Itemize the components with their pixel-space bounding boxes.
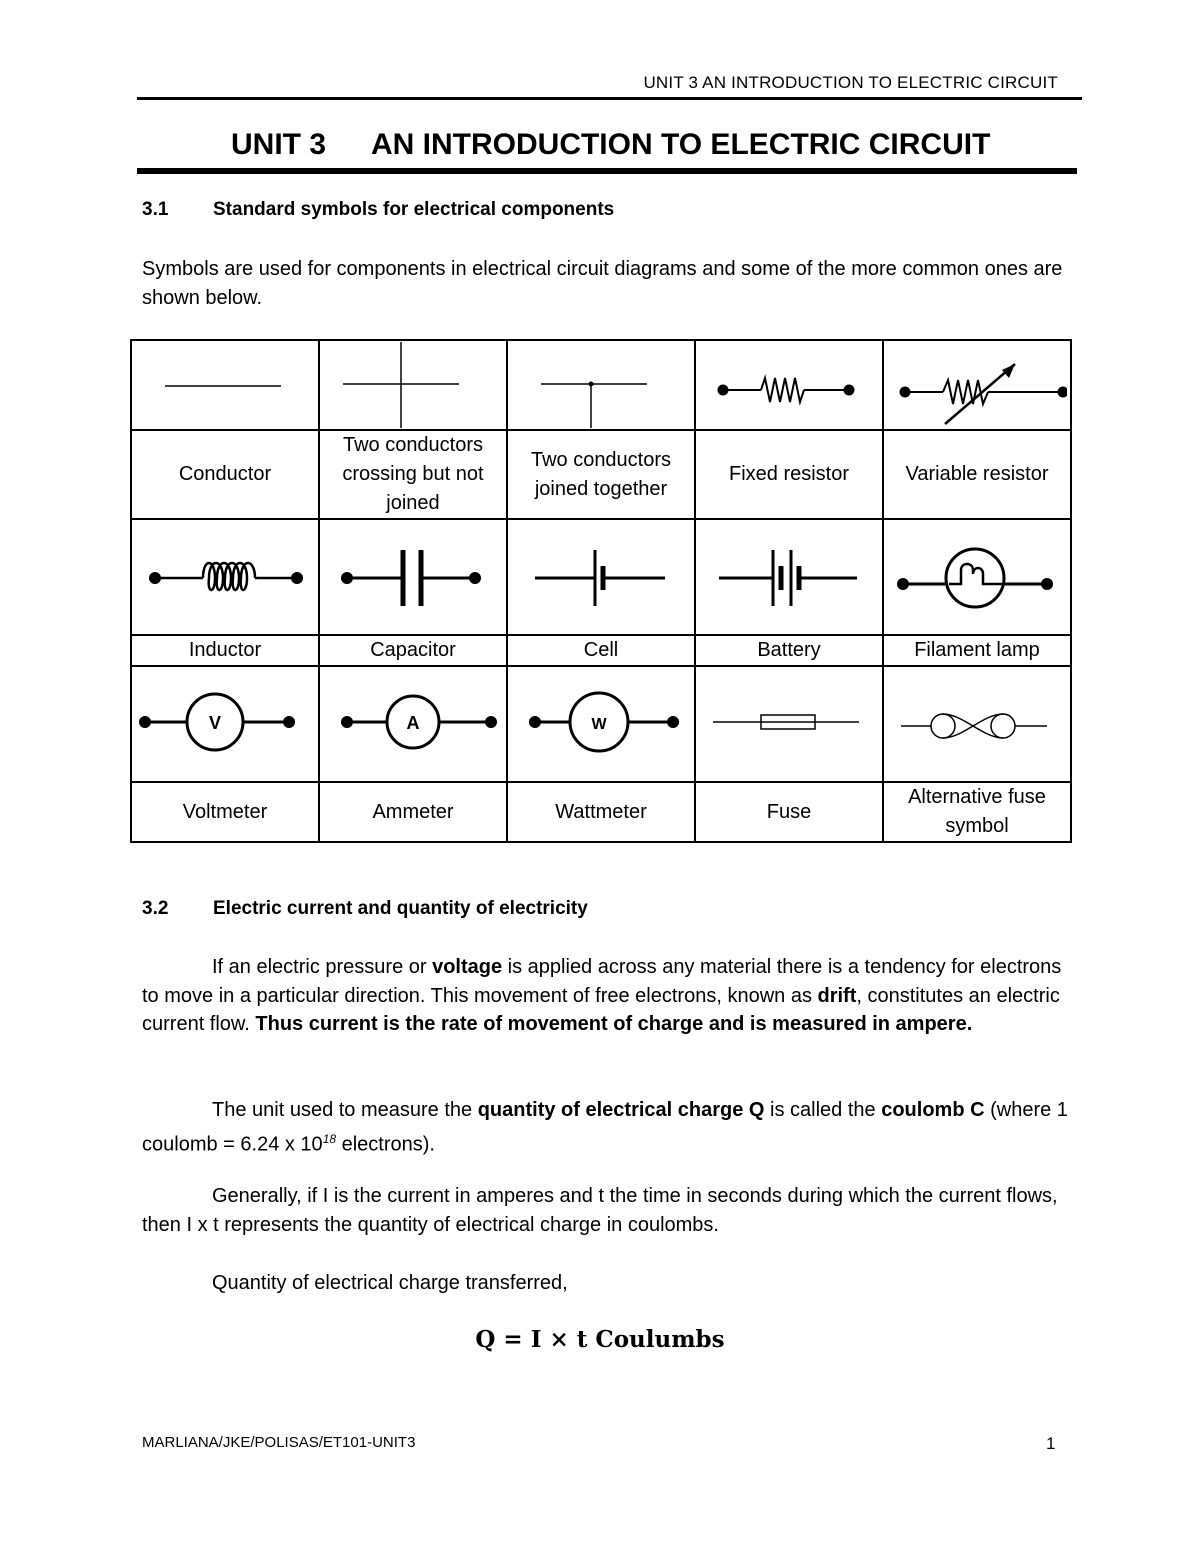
table-row <box>131 782 1071 842</box>
drift-term: drift <box>817 984 857 1007</box>
wattmeter-letter: W <box>591 716 607 733</box>
crossing-conductors-symbol <box>319 340 507 430</box>
variable-resistor-label: Variable resistor <box>883 430 1071 519</box>
title-rule <box>137 168 1077 174</box>
section-heading-3-1 <box>142 199 614 221</box>
alternative-fuse-label: Alternative fuse symbol <box>883 782 1071 842</box>
current-definition: Thus current is the rate of movement of charge and is measured in ampere. <box>255 1013 973 1035</box>
wattmeter-symbol <box>507 666 695 782</box>
page-title <box>231 128 990 162</box>
charge-term: quantity of electrical charge Q <box>477 1099 765 1121</box>
cell-label: Cell <box>507 635 695 666</box>
paragraph-current: If an electric pressure or voltage is applied across any material there is a tendency for electrons to move in a particular direction. This movement of free electrons, known as drift, constitutes an electric current flow. Thus current is the rate of movement of charge and is measured in ampere. <box>142 956 1062 1035</box>
table-row <box>131 519 1071 635</box>
joined-conductors-label: Two conductors joined together <box>507 430 695 519</box>
table-row <box>131 340 1071 430</box>
fixed-resistor-symbol <box>695 340 883 430</box>
inductor-label: Inductor <box>131 635 319 666</box>
conductor-label: Conductor <box>131 430 319 519</box>
unit-title-text: AN INTRODUCTION TO ELECTRIC CIRCUIT <box>371 128 991 161</box>
voltmeter-letter: V <box>208 713 222 733</box>
section-title: Electric current and quantity of electricity <box>213 898 588 919</box>
inductor-symbol <box>131 519 319 635</box>
battery-label: Battery <box>695 635 883 666</box>
capacitor-label: Capacitor <box>319 635 507 666</box>
footer-reference: MARLIANA/JKE/POLISAS/ET101-UNIT3 <box>142 1434 416 1451</box>
ammeter-label: Ammeter <box>319 782 507 842</box>
paragraph-quantity: Quantity of electrical charge transferred, <box>212 1272 568 1294</box>
joined-conductors-symbol <box>507 340 695 430</box>
section-number: 3.2 <box>142 898 169 919</box>
paragraph-general: Generally, if I is the current in amperes and t the time in seconds during which the current flows, then I x t represents the quantity of electrical charge in coulombs. <box>142 1185 1058 1236</box>
voltmeter-symbol <box>131 666 319 782</box>
header-rule <box>137 97 1082 100</box>
voltage-term: voltage <box>432 956 503 978</box>
charge-formula: Q = I × t Coulumbs <box>475 1326 725 1353</box>
section-title: Standard symbols for electrical components <box>213 199 615 220</box>
exponent: 18 <box>322 1131 337 1146</box>
cell-symbol <box>507 519 695 635</box>
coulomb-term: coulomb C <box>881 1099 985 1121</box>
battery-symbol <box>695 519 883 635</box>
alternative-fuse-symbol <box>883 666 1071 782</box>
fuse-label: Fuse <box>695 782 883 842</box>
filament-lamp-symbol <box>883 519 1071 635</box>
intro-paragraph: Symbols are used for components in electrical circuit diagrams and some of the more common ones are shown below. <box>142 258 1063 309</box>
table-row <box>131 430 1071 519</box>
page-number: 1 <box>1046 1434 1056 1453</box>
symbols-table <box>130 339 1072 843</box>
section-number: 3.1 <box>142 199 169 220</box>
fuse-symbol <box>695 666 883 782</box>
section-heading-3-2 <box>142 898 588 920</box>
ammeter-symbol <box>319 666 507 782</box>
ammeter-letter: A <box>406 713 420 733</box>
conductor-symbol <box>131 340 319 430</box>
running-header: UNIT 3 AN INTRODUCTION TO ELECTRIC CIRCUIT <box>643 73 1058 92</box>
paragraph-coulomb: The unit used to measure the quantity of electrical charge Q is called the coulomb C (where 1 coulomb = 6.24 x $10^{18}$ electrons). <box>142 1099 1068 1156</box>
table-row <box>131 666 1071 782</box>
voltmeter-label: Voltmeter <box>131 782 319 842</box>
filament-lamp-label: Filament lamp <box>883 635 1071 666</box>
unit-number: UNIT 3 <box>231 128 327 161</box>
variable-resistor-symbol <box>883 340 1071 430</box>
capacitor-symbol <box>319 519 507 635</box>
crossing-conductors-label: Two conductors crossing but not joined <box>319 430 507 519</box>
wattmeter-label: Wattmeter <box>507 782 695 842</box>
table-row <box>131 635 1071 666</box>
fixed-resistor-label: Fixed resistor <box>695 430 883 519</box>
